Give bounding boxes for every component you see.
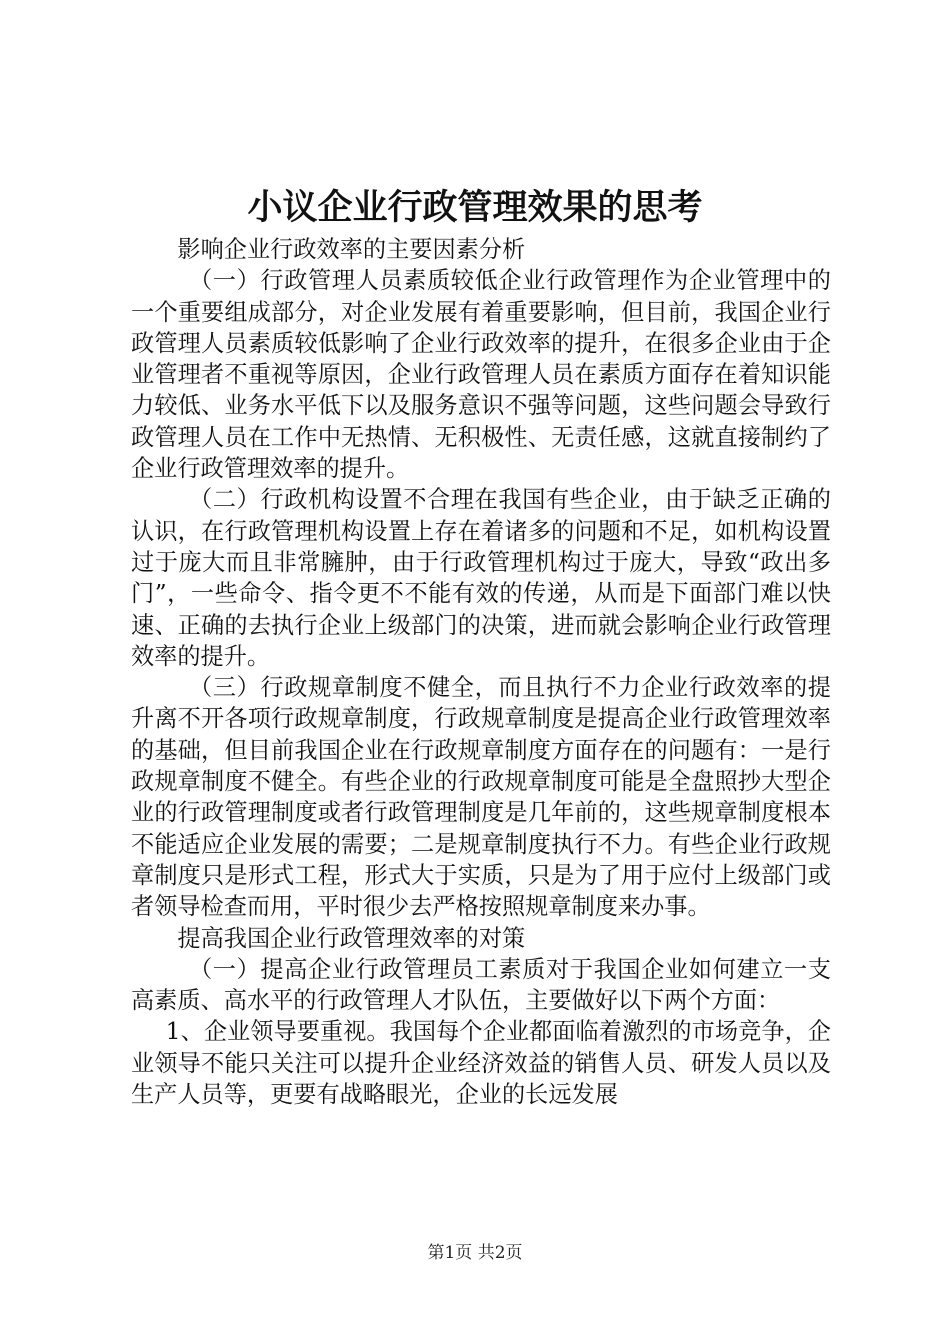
page-number-footer: 第1页 共2页 [427,1243,523,1263]
paragraph-leadership-attention: 1、企业领导要重视。我国每个企业都面临着激烈的市场竞争，企业领导不能只关注可以提升企业经济效益的销售人员、研发人员以及生产人员等，更要有战略眼光，企业的长远发展 [131,1018,831,1109]
paragraph-staff-quality: （一）行政管理人员素质较低企业行政管理作为企业管理中的一个重要组成部分，对企业发展有着重要影响，但目前，我国企业行政管理人员素质较低影响了企业行政效率的提升，在很多企业由于企业管理者不重视等原因，企业行政管理人员在素质方面存在着知识能力较低、业务水平低下以及服务意识不强等问题，这些问题会导致行政管理人员在工作中无热情、无积极性、无责任感，这就直接制约了企业行政管理效率的提升。 [131,267,831,483]
paragraph-improve-staff-quality: （一）提高企业行政管理员工素质对于我国企业如何建立一支高素质、高水平的行政管理人才队伍，主要做好以下两个方面： [131,955,831,1015]
section-heading-countermeasures: 提高我国企业行政管理效率的对策 [177,924,526,952]
paragraph-organization-setup: （二）行政机构设置不合理在我国有些企业，由于缺乏正确的认识，在行政管理机构设置上存在着诸多的问题和不足，如机构设置过于庞大而且非常臃肿，由于行政管理机构过于庞大，导致“政出多门”，一些命令、指令更不不能有效的传递，从而是下面部门难以快速、正确的去执行企业上级部门的决策，进而就会影响企业行政管理效率的提升。 [131,486,831,670]
document-title: 小议企业行政管理效果的思考 [247,187,703,228]
document-body [131,234,831,1110]
paragraph-rules-regulations: （三）行政规章制度不健全，而且执行不力企业行政效率的提升离不开各项行政规章制度，行政规章制度是提高企业行政管理效率的基础，但目前我国企业在行政规章制度方面存在的问题有：一是行政规章制度不健全。有些企业的行政规章制度可能是全盘照抄大型企业的行政管理制度或者行政管理制度是几年前的，这些规章制度根本不能适应企业发展的需要；二是规章制度执行不力。有些企业行政规章制度只是形式工程，形式大于实质，只是为了用于应付上级部门或者领导检查而用，平时很少去严格按照规章制度来办事。 [131,674,831,921]
section-heading-factors: 影响企业行政效率的主要因素分析 [177,236,526,263]
